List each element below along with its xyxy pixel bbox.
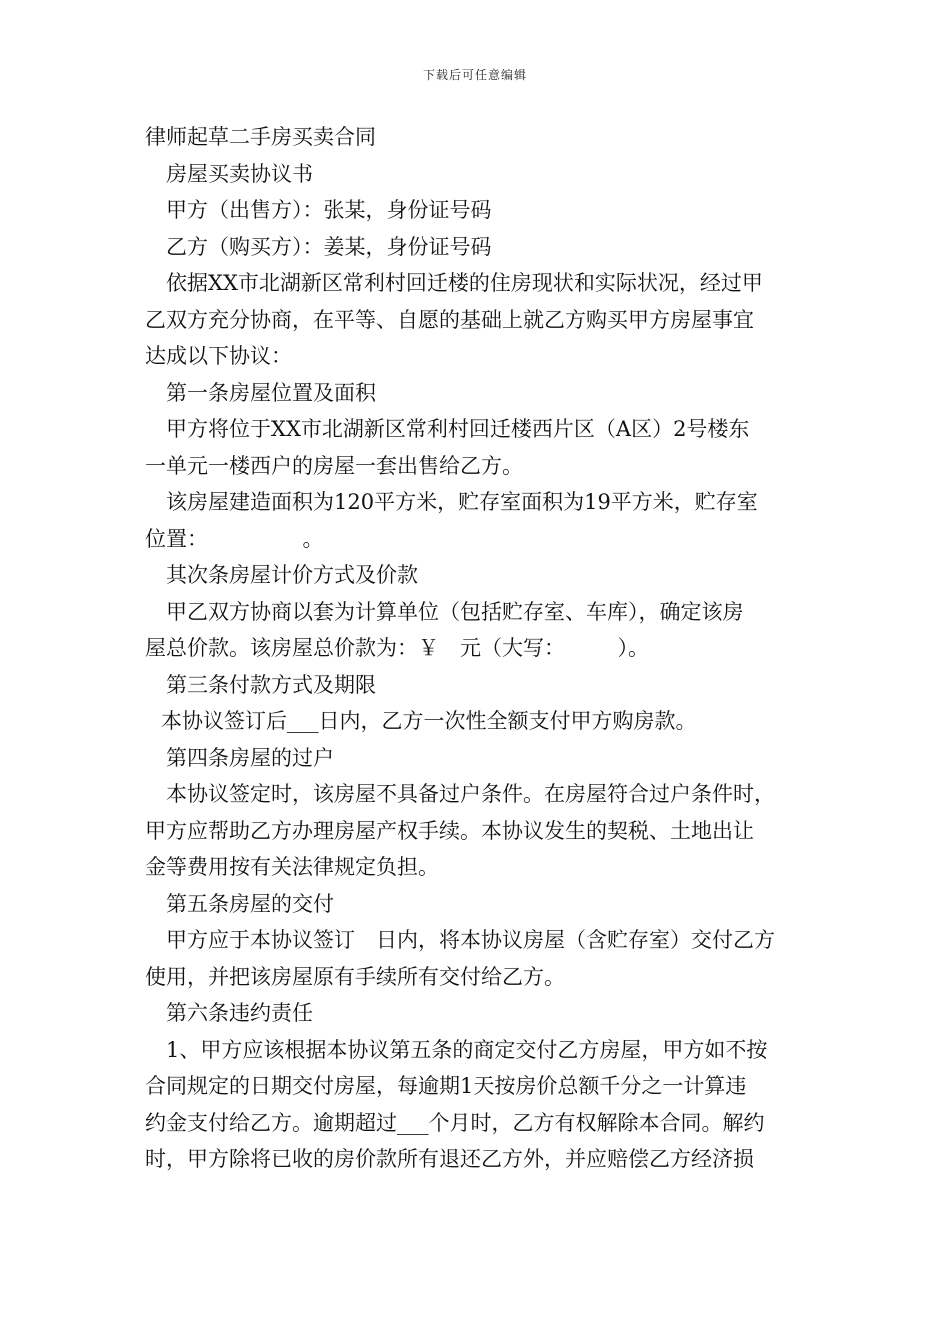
paragraph-line: 甲方应于本协议签订 日内，将本协议房屋（含贮存室）交付乙方 <box>166 928 775 952</box>
paragraph-line: 一单元一楼西户的房屋一套出售给乙方。 <box>145 453 523 478</box>
paragraph-line: 该房屋建造面积为120平方米，贮存室面积为19平方米，贮存室 <box>166 490 758 514</box>
header-note: 下载后可任意编辑 <box>422 68 527 82</box>
party-a-line: 甲方（出售方）：张某，身份证号码 <box>166 198 492 222</box>
paragraph-line: 金等费用按有关法律规定负担。 <box>145 855 439 879</box>
paragraph-line: 依据XX市北湖新区常利村回迁楼的住房现状和实际状况，经过甲 <box>166 271 763 295</box>
article-heading: 第四条房屋的过户 <box>166 745 334 770</box>
paragraph-line: 本协议签定时，该房屋不具备过户条件。在房屋符合过户条件时， <box>166 782 775 806</box>
article-heading: 第一条房屋位置及面积 <box>166 380 376 405</box>
article-heading: 第五条房屋的交付 <box>166 891 334 916</box>
paragraph-line: 1、甲方应该根据本协议第五条的商定交付乙方房屋，甲方如不按 <box>166 1037 768 1062</box>
paragraph-line: 约金支付给乙方。逾期超过___个月时，乙方有权解除本合同。解约 <box>145 1110 765 1135</box>
document-body <box>145 119 813 1178</box>
document-title: 律师起草二手房买卖合同 <box>145 125 376 149</box>
paragraph-line: 位置： 。 <box>145 526 324 551</box>
party-b-line: 乙方（购买方）：姜某，身份证号码 <box>166 234 492 259</box>
paragraph-line: 合同规定的日期交付房屋，每逾期1天按房价总额千分之一计算违 <box>145 1074 747 1098</box>
paragraph-line: 时，甲方除将已收的房价款所有退还乙方外，并应赔偿乙方经济损 <box>145 1147 754 1171</box>
paragraph-line: 甲方将位于XX市北湖新区常利村回迁楼西片区（A区）2号楼东 <box>166 417 750 441</box>
agreement-heading: 房屋买卖协议书 <box>166 161 313 186</box>
paragraph-line: 甲方应帮助乙方办理房屋产权手续。本协议发生的契税、土地出让 <box>145 818 754 843</box>
paragraph-line: 甲乙双方协商以套为计算单位（包括贮存室、车库），确定该房 <box>166 599 744 624</box>
paragraph-line: 达成以下协议： <box>145 344 292 368</box>
paragraph-line: 使用，并把该房屋原有手续所有交付给乙方。 <box>145 964 565 989</box>
article-heading: 其次条房屋计价方式及价款 <box>166 563 418 587</box>
paragraph-line: 屋总价款。该房屋总价款为：￥ 元（大写： ）。 <box>145 636 649 660</box>
paragraph-line: 乙双方充分协商，在平等、自愿的基础上就乙方购买甲方房屋事宜 <box>145 307 754 332</box>
article-heading: 第六条违约责任 <box>166 1001 313 1025</box>
article-heading: 第三条付款方式及期限 <box>166 672 376 697</box>
paragraph-line: 本协议签订后___日内，乙方一次性全额支付甲方购房款。 <box>161 709 697 733</box>
